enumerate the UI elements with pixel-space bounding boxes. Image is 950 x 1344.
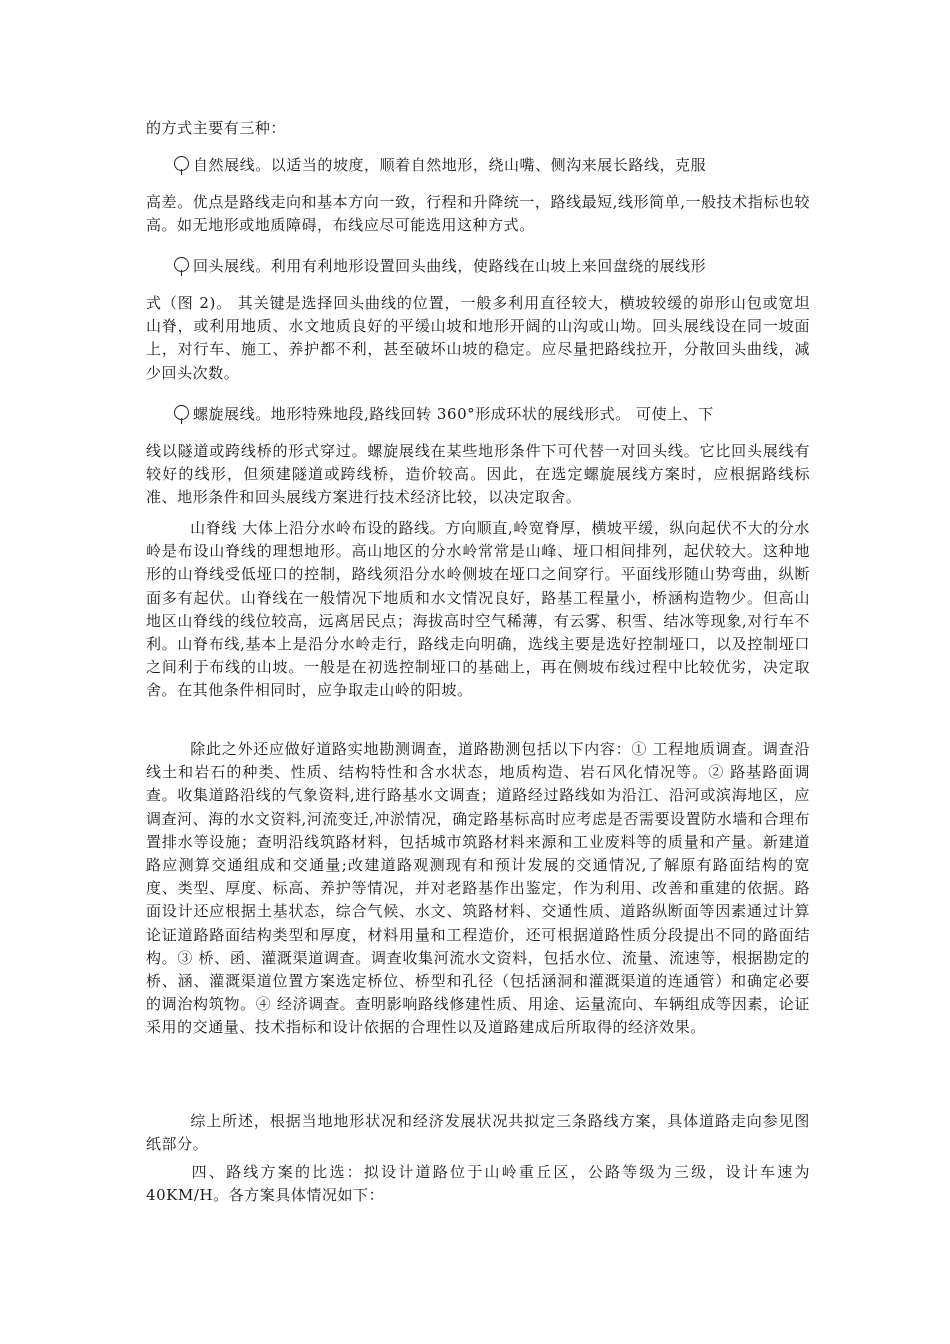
paragraph-text: 综上所述，根据当地地形状况和经济发展状况共拟定三条路线方案，具体道路走向参见图纸部分。 <box>146 1112 810 1154</box>
paragraph-intro <box>146 117 810 140</box>
paragraph-text: 高差。优点是路线走向和基本方向一致，行程和升降统一，路线最短,线形简单,一般技术指标也较高。如无地形或地质障碍，布线应尽可能选用这种方式。 <box>146 193 810 235</box>
paragraph-ridge-line <box>146 517 810 703</box>
paragraph-text: 山脊线 大体上沿分水岭布设的路线。方向顺直,岭宽脊厚，横坡平缓，纵向起伏不大的分水岭是布设山脊线的理想地形。高山地区的分水岭常常是山峰、垭口相间排列，起伏较大。这种地形的山脊线受低垭口的控制，路线须沿分水岭侧坡在垭口之间穿行。平面线形随山势弯曲，纵断面多有起伏。山脊线在一般情况下地质和水文情况良好，路基工程量小，桥涵构造物少。但高山地区山脊线的线位较高，远离居民点；海拔高时空气稀薄，有云雾、积雪、结冰等现象,对行车不利。山脊布线,基本上是沿分水岭走行，路线走向明确，选线主要是选好控制垭口，以及控制垭口之间利于布线的山坡。一般是在初选控制垭口的基础上，再在侧坡布线过程中比较优劣，决定取舍。在其他条件相同时，应争取走山岭的阳坡。 <box>146 519 810 700</box>
paragraph-text: 螺旋展线。地形特殊地段,路线回转 360°形成环状的展线形式。 可使上、下 <box>193 405 714 423</box>
item-3-body <box>146 440 810 510</box>
paragraph-text: 的方式主要有三种： <box>146 119 286 137</box>
paragraph-section-four <box>146 1161 810 1207</box>
circled-number-2-icon <box>174 257 189 272</box>
paragraph-text: 回头展线。利用有利地形设置回头曲线，使路线在山坡上来回盘绕的展线形 <box>193 257 707 275</box>
circled-number-3-icon <box>174 405 189 420</box>
paragraph-text: 线以隧道或跨线桥的形式穿过。螺旋展线在某些地形条件下可代替一对回头线。它比回头展线有较好的线形，但须建隧道或跨线桥，造价较高。因此，在选定螺旋展线方案时，应根据路线标准、地形条件和回头展线方案进行技术经济比较，以决定取舍。 <box>146 442 810 507</box>
circled-number-1-icon <box>174 156 189 171</box>
paragraph-text: 式（图 2)。 其关键是选择回头曲线的位置，一般多利用直径较大，横坡较缓的峁形山包或宽坦山脊，或利用地质、水文地质良好的平缓山坡和地形开阔的山沟或山坳。回头展线设在同一坡面上，对行车、施工、养护都不利，甚至破坏山坡的稳定。应尽量把路线拉开，分散回头曲线，减少回头次数。 <box>146 294 810 382</box>
item-2-body <box>146 292 810 385</box>
paragraph-survey <box>146 738 810 1040</box>
paragraph-summary <box>146 1110 810 1156</box>
item-1-body <box>146 191 810 237</box>
item-3-heading <box>146 403 810 426</box>
item-2-heading <box>146 255 810 278</box>
paragraph-text: 自然展线。以适当的坡度，顺着自然地形，绕山嘴、侧沟来展长路线，克服 <box>193 156 707 174</box>
paragraph-text: 除此之外还应做好道路实地勘测调查，道路勘测包括以下内容：① 工程地质调查。调查沿线土和岩石的种类、性质、结构特性和含水状态，地质构造、岩石风化情况等。② 路基路面调查。收集道路沿线的气象资料,进行路基水文调查；道路经过路线如为沿江、沿河或滨海地区，应调查河、海的水文资料,河流变迁,冲淤情况，确定路基标高时应考虑是否需要设置防水墙和合理布置排水等设施；查明沿线筑路材料，包括城市筑路材料来源和工业废料等的质量和产量。新建道路应测算交通组成和交通量;改建道路观测现有和预计发展的交通情况,了解原有路面结构的宽度、类型、厚度、标高、养护等情况，并对老路基作出鉴定，作为利用、改善和重建的依据。路面设计还应根据土基状态，综合气候、水文、筑路材料、交通性质、道路纵断面等因素通过计算论证道路路面结构类型和厚度，材料用量和工程造价，还可根据道路性质分段提出不同的路面结构。③ 桥、函、灌溉渠道调查。调查收集河流水文资料，包括水位、流量、流速等，根据勘定的桥、涵、灌溉渠道位置方案选定桥位、桥型和孔径（包括涵洞和灌溉渠道的连通管）和确定必要的调治构筑物。④ 经济调查。查明影响路线修建性质、用途、运量流向、车辆组成等因素，论证采用的交通量、技术指标和设计依据的合理性以及道路建成后所取得的经济效果。 <box>146 740 810 1037</box>
paragraph-text: 四、路线方案的比选：拟设计道路位于山岭重丘区，公路等级为三级，设计车速为 40KM/H。各方案具体情况如下： <box>146 1163 810 1205</box>
item-1-heading <box>146 154 810 177</box>
